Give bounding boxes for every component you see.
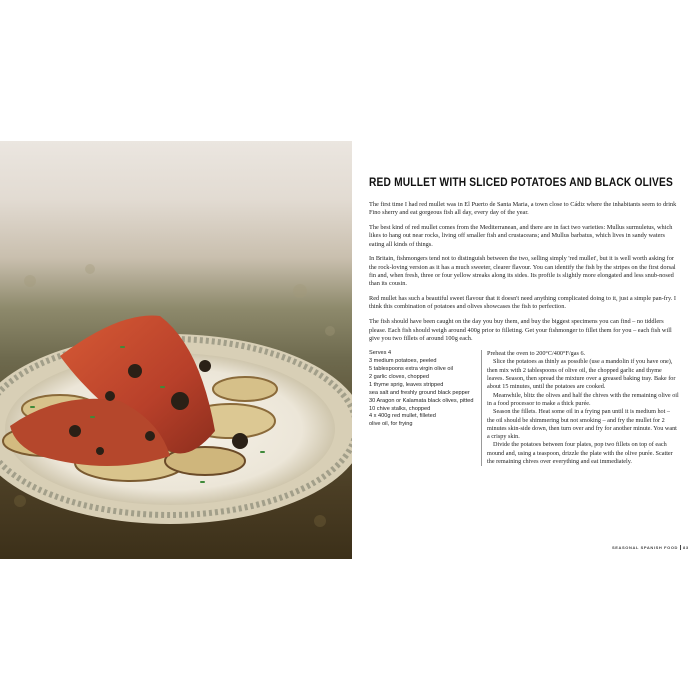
book-name: SEASONAL SPANISH FOOD	[612, 545, 679, 550]
food-photo-illustration	[0, 141, 352, 559]
serves-label: Serves 4	[369, 350, 392, 357]
intro-paragraph: In Britain, fishmongers tend not to distinguish between the two, selling simply 'red mullet', but it is well worth asking for the rock-loving version as it has a much sweeter, clearer flavour. You can identify the fish by the stripes on the first dorsal fin and, when fresh, three or four yellow streaks along its sides. Its profile is slightly more elongated and less snub-nosed than its cousin.	[369, 255, 676, 288]
intro-paragraph: The best kind of red mullet comes from the Mediterranean, and there are in fact two varieties: Mullus surmuletus, which likes to hang out near rocks, living off smaller fish and crustaceans; and Mullus barbatus, which lives in sandy waters eating all kinds of things.	[369, 224, 673, 248]
ingredient-item: 2 garlic cloves, chopped	[369, 373, 430, 380]
ingredient-item: 30 Aragon or Kalamata black olives, pitted	[369, 397, 474, 404]
recipe	[369, 176, 679, 466]
page-number: 83	[680, 545, 689, 550]
recipe-intro	[369, 201, 679, 343]
ingredient-item: 1 thyme sprig, leaves stripped	[369, 381, 444, 388]
method-step: Season the fillets. Heat some oil in a frying pan until it is medium hot – the oil should be shimmering but not smoking – and fry the mullet for 2 minutes skin-side down, then turn over and fry for another minute. You want a crispy skin.	[487, 408, 677, 441]
ingredients-list	[369, 350, 482, 466]
recipe-title: RED MULLET WITH SLICED POTATOES AND BLACK OLIVES	[369, 176, 673, 189]
ingredient-item: 3 medium potatoes, peeled	[369, 358, 437, 365]
intro-paragraph: The fish should have been caught on the day you buy them, and buy the biggest specimens you can find – no tiddlers please. Each fish should weigh around 400g prior to filleting. Get your fishmonger to fillet them for you – each fish will give you two fillets of around 100g each.	[369, 318, 672, 342]
ingredient-item: sea salt and freshly ground black pepper	[369, 389, 470, 396]
page-footer	[612, 545, 689, 550]
method-step: Preheat the oven to 200°C/400°F/gas 6.	[487, 350, 586, 358]
food-photo	[0, 141, 352, 559]
intro-paragraph: The first time I had red mullet was in El Puerto de Santa Maria, a town close to Cádiz where the inhabitants seem to drink Fino sherry and eat gorgeous fish all day, every day of the year.	[369, 201, 677, 217]
ingredient-item: olive oil, for frying	[369, 421, 413, 428]
method-steps	[482, 350, 679, 466]
recipe-columns	[369, 350, 679, 466]
ingredient-item: 10 chive stalks, chopped	[369, 405, 431, 412]
method-step: Divide the potatoes between four plates, pop two fillets on top of each mound and, using a teaspoon, drizzle the plate with the olive purée. Scatter the remaining chives over everything and eat immediately.	[487, 441, 673, 466]
ingredient-item: 5 tablespoons extra virgin olive oil	[369, 365, 453, 372]
method-step: Slice the potatoes as thinly as possible (use a mandolin if you have one), then mix with 2 tablespoons of olive oil, the chopped garlic and thyme leaves. Season, then spread the mixture over a greased baking tray. Bake for about 15 minutes, until the potatoes are cooked.	[487, 358, 676, 391]
method-step: Meanwhile, blitz the olives and half the chives with the remaining olive oil in a food processor to make a thick purée.	[487, 391, 679, 407]
intro-paragraph: Red mullet has such a beautiful sweet flavour that it doesn't need anything complicated doing to it, just a simple pan-fry. I think this combination of potatoes and olives showcases the fish to perfection.	[369, 295, 676, 311]
ingredient-item: 4 x 400g red mullet, filleted	[369, 413, 436, 420]
